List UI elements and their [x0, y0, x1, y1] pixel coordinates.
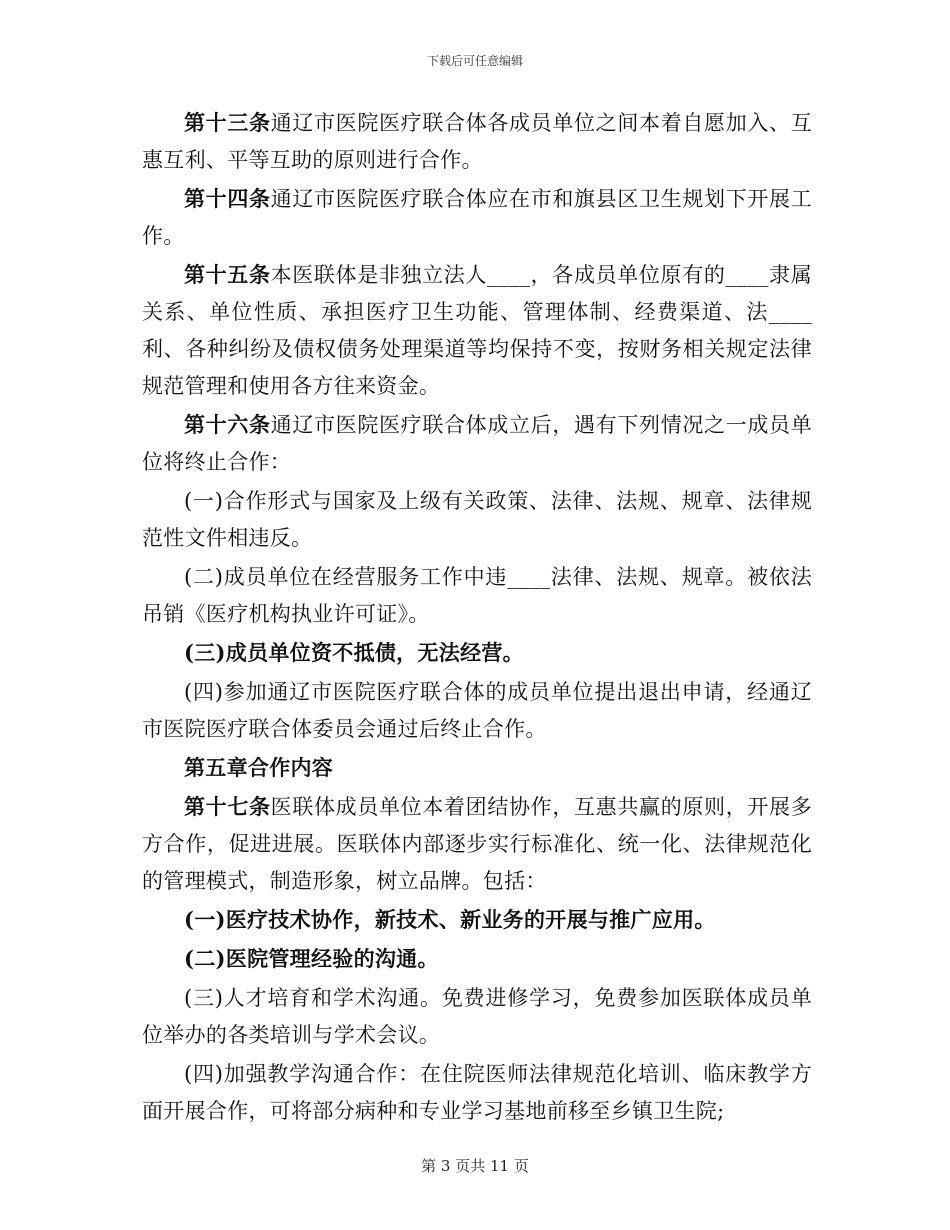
page-header: 下载后可任意编辑 — [426, 54, 523, 68]
article-text: 通辽市医院医疗联合体成立后，遇有下列情况之一成员单位将终止合作： — [142, 413, 812, 474]
paragraph-item-1 — [142, 482, 812, 557]
paragraph-article-16 — [142, 406, 812, 481]
item-text: (一)合作形式与国家及上级有关政策、法律、法规、规章、法律规范性文件相违反。 — [142, 489, 812, 550]
item-bold-text: (三)成员单位资不抵债，无法经营。 — [184, 640, 524, 665]
chapter-title: 第五章合作内容 — [184, 755, 334, 780]
article-title: 第十五条 — [184, 262, 271, 287]
paragraph-article-17 — [142, 788, 812, 900]
item-bold-text: (二)医院管理经验的沟通。 — [184, 946, 439, 971]
paragraph-cooperation-1 — [142, 901, 812, 939]
item-text: (四)参加通辽市医院医疗联合体的成员单位提出退出申请，经通辽市医院医疗联合体委员会通过后终止合作。 — [142, 680, 812, 741]
chapter-heading — [142, 749, 812, 787]
article-title: 第十四条 — [184, 186, 271, 211]
item-text: (四)加强教学沟通合作：在住院医师法律规范化培训、临床教学方面开展合作，可将部分病种和专业学习基地前移至乡镇卫生院; — [142, 1062, 812, 1123]
article-text: 通辽市医院医疗联合体各成员单位之间本着自愿加入、互惠互利、平等互助的原则进行合作。 — [142, 111, 812, 172]
paragraph-article-15 — [142, 256, 812, 405]
paragraph-item-2 — [142, 558, 812, 633]
article-text: 通辽市医院医疗联合体应在市和旗县区卫生规划下开展工作。 — [142, 187, 812, 248]
article-title: 第十七条 — [184, 794, 271, 819]
paragraph-cooperation-2 — [142, 940, 812, 978]
paragraph-article-13 — [142, 104, 812, 179]
item-text: (二)成员单位在经营服务工作中违____法律、法规、规章。被依法吊销《医疗机构执业许可证》。 — [142, 565, 812, 626]
item-bold-text: (一)医疗技术协作，新技术、新业务的开展与推广应用。 — [184, 907, 716, 932]
article-text: 本医联体是非独立法人____，各成员单位原有的____隶属关系、单位性质、承担医疗卫生功能、管理体制、经费渠道、法____利、各种纠纷及债权债务处理渠道等均保持不变，按财务相关规定法律规范管理和使用各方往来资金。 — [142, 263, 813, 398]
page-number-footer: 第 3 页共 11 页 — [421, 1157, 529, 1175]
article-text: 医联体成员单位本着团结协作，互惠共赢的原则，开展多方合作，促进进展。医联体内部逐步实行标准化、统一化、法律规范化的管理模式，制造形象，树立品牌。包括： — [142, 795, 812, 893]
document-body — [142, 104, 812, 1130]
paragraph-cooperation-4 — [142, 1055, 812, 1130]
paragraph-cooperation-3 — [142, 979, 812, 1054]
article-title: 第十六条 — [184, 412, 271, 437]
paragraph-item-3 — [142, 634, 812, 672]
paragraph-article-14 — [142, 180, 812, 255]
paragraph-item-4 — [142, 673, 812, 748]
article-title: 第十三条 — [184, 110, 271, 135]
item-text: (三)人才培育和学术沟通。免费进修学习，免费参加医联体成员单位举办的各类培训与学术会议。 — [142, 986, 812, 1047]
